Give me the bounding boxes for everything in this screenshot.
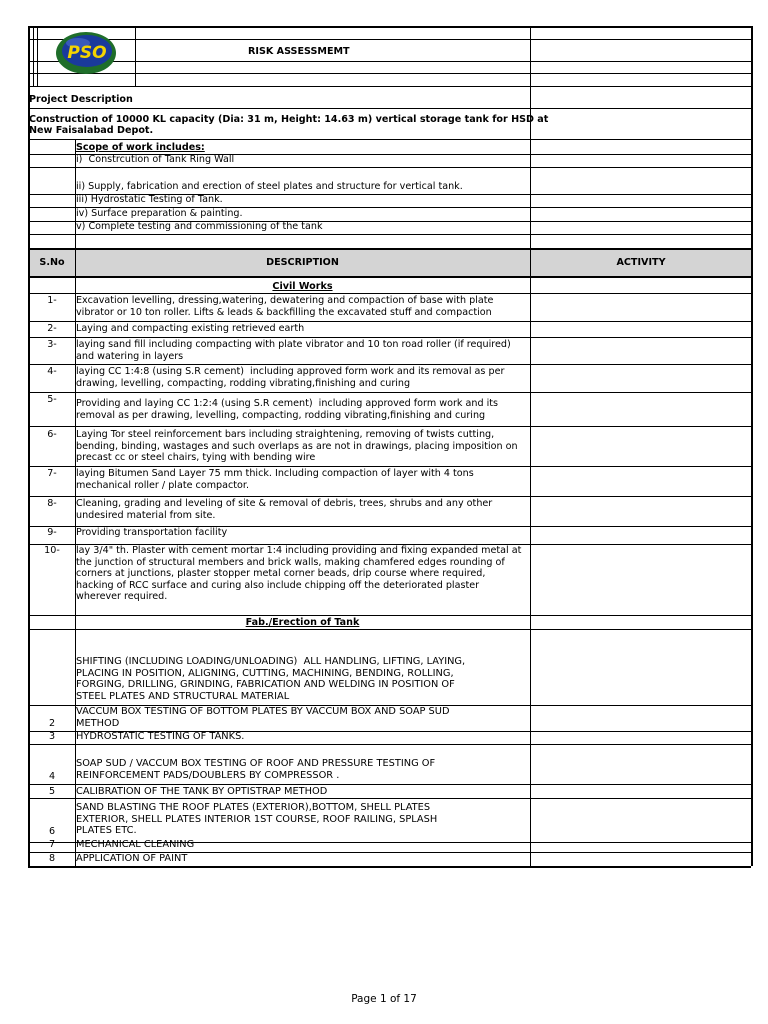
grid-line: [28, 26, 751, 28]
grid-line: [751, 26, 753, 866]
row-number: 8-: [47, 498, 57, 509]
grid-line: [28, 293, 751, 294]
grid-line: [28, 86, 751, 87]
row-number: 7: [48, 839, 56, 850]
row-number: 8: [48, 853, 56, 864]
pso-logo: [54, 29, 118, 79]
row-description-line: Providing transportation facility: [76, 527, 228, 538]
row-description-line: PLATES ETC.: [76, 825, 137, 837]
header-sno: S.No: [39, 257, 65, 268]
grid-line: [28, 248, 751, 250]
grid-line: [28, 321, 751, 322]
row-description-line: Laying and compacting existing retrieved earth: [76, 323, 305, 334]
row-description-line: hacking of RCC surface and curing also include chipping off the deteriorated plaster: [76, 579, 480, 591]
row-description-line: drawing, levelling, compacting, rodding vibrating,finishing and curing: [76, 377, 411, 389]
scope-item: iv) Surface preparation & painting.: [76, 208, 243, 219]
row-description-line: and watering in layers: [76, 350, 184, 362]
scope-item: iii) Hydrostatic Testing of Tank.: [76, 194, 223, 205]
row-number: 10-: [44, 545, 60, 556]
grid-line: [28, 167, 751, 168]
section-title: Fab./Erection of Tank: [245, 617, 360, 628]
grid-line: [37, 26, 38, 86]
row-description-line: laying Bitumen Sand Layer 75 mm thick. Including compaction of layer with 4 tons: [76, 468, 474, 479]
grid-line: [28, 392, 751, 393]
row-description-line: PLACING IN POSITION, ALIGNING, CUTTING, MACHINING, BENDING, ROLLING,: [76, 667, 454, 679]
header-activity: ACTIVITY: [616, 257, 666, 268]
project-description-line-1: Construction of 10000 KL capacity (Dia: 31 m, Height: 14.63 m) vertical storage tank for HSD at: [29, 114, 549, 125]
row-description-line: precast cc or steel chairs, tying with bending wire: [76, 452, 316, 464]
row-description-line: CALIBRATION OF THE TANK BY OPTISTRAP METHOD: [76, 786, 328, 797]
grid-line: [28, 615, 751, 616]
row-description-line: FORGING, DRILLING, GRINDING, FABRICATION AND WELDING IN POSITION OF: [76, 679, 455, 691]
grid-line: [530, 26, 531, 249]
row-number: 1-: [47, 295, 57, 306]
row-description-line: SOAP SUD / VACCUM BOX TESTING OF ROOF AND PRESSURE TESTING OF: [76, 758, 436, 769]
grid-line: [28, 108, 751, 109]
row-description-line: EXTERIOR, SHELL PLATES INTERIOR 1ST COURSE, ROOF RAILING, SPLASH: [76, 813, 438, 825]
page-title: RISK ASSESSMEMT: [248, 46, 350, 57]
grid-line: [28, 337, 751, 338]
row-description-line: Laying Tor steel reinforcement bars including straightening, removing of twists cutting,: [76, 429, 495, 440]
row-number: 7-: [47, 468, 57, 479]
row-description-line: lay 3/4" th. Plaster with cement mortar 1:4 including providing and fixing expanded metal at: [76, 545, 522, 556]
section-title: Civil Works: [272, 281, 333, 292]
header-description: DESCRIPTION: [266, 257, 339, 268]
row-number: 6-: [47, 429, 57, 440]
grid-line: [28, 798, 751, 799]
grid-line: [28, 426, 751, 427]
grid-line: [28, 276, 751, 278]
project-description-line-2: New Faisalabad Depot.: [29, 125, 154, 136]
row-description-line: APPLICATION OF PAINT: [76, 853, 188, 864]
row-number: 6: [48, 826, 56, 837]
scope-item: ii) Supply, fabrication and erection of steel plates and structure for vertical tank.: [76, 181, 463, 192]
row-number: 3: [48, 731, 56, 742]
grid-line: [28, 139, 751, 140]
row-description-line: STEEL PLATES AND STRUCTURAL MATERIAL: [76, 690, 290, 702]
svg-text:PSO: PSO: [67, 43, 107, 63]
scope-heading: Scope of work includes:: [76, 142, 205, 153]
row-description-line: METHOD: [76, 717, 120, 729]
grid-line: [28, 73, 751, 74]
grid-line: [28, 744, 751, 745]
row-number: 5-: [47, 394, 57, 405]
row-description-line: bending, binding, wastages and such overlaps as are not in drawings, placing imposition on: [76, 440, 518, 452]
grid-line: [28, 466, 751, 467]
row-description-line: Providing and laying CC 1:2:4 (using S.R cement) including approved form work and its: [76, 398, 499, 409]
row-description-line: Excavation levelling, dressing,watering, dewatering and compaction of base with plate: [76, 295, 494, 306]
row-description-line: removal as per drawing, levelling, compacting, rodding vibrating,finishing and curing: [76, 409, 486, 421]
row-number: 4: [48, 771, 56, 782]
grid-line: [28, 866, 751, 868]
row-number: 9-: [47, 527, 57, 538]
grid-line: [28, 234, 751, 235]
row-description-line: HYDROSTATIC TESTING OF TANKS.: [76, 731, 245, 742]
row-number: 2-: [47, 323, 57, 334]
scope-item: v) Complete testing and commissioning of the tank: [76, 221, 323, 232]
grid-line: [28, 364, 751, 365]
row-description-line: VACCUM BOX TESTING OF BOTTOM PLATES BY VACCUM BOX AND SOAP SUD: [76, 706, 450, 717]
grid-line: [33, 26, 34, 86]
row-description-line: vibrator or 10 ton roller. Lifts & leads & backfilling the excavated stuff and compaction: [76, 306, 492, 318]
row-number: 3-: [47, 339, 57, 350]
grid-line: [28, 629, 751, 630]
grid-line: [28, 61, 751, 62]
row-description-line: the junction of structural members and brick walls, making chamfered edges rounding of: [76, 556, 505, 568]
grid-line: [530, 249, 531, 866]
scope-item: i) Constrcution of Tank Ring Wall: [76, 154, 235, 165]
project-description-label: Project Description: [29, 94, 133, 105]
row-number: 4-: [47, 366, 57, 377]
row-description-line: laying CC 1:4:8 (using S.R cement) including approved form work and its removal as per: [76, 366, 505, 377]
grid-line: [135, 26, 136, 86]
row-description-line: Cleaning, grading and leveling of site & removal of debris, trees, shrubs and any other: [76, 498, 493, 509]
grid-line: [28, 39, 751, 40]
row-number: 2: [48, 718, 56, 729]
page-number: Page 1 of 17: [351, 993, 417, 1005]
row-description-line: SAND BLASTING THE ROOF PLATES (EXTERIOR),BOTTOM, SHELL PLATES: [76, 802, 431, 813]
grid-line: [28, 784, 751, 785]
row-description-line: mechanical roller / plate compactor.: [76, 479, 250, 491]
grid-line: [28, 496, 751, 497]
row-description-line: wherever required.: [76, 591, 168, 603]
row-description-line: undesired material from site.: [76, 509, 216, 521]
row-description-line: REINFORCEMENT PADS/DOUBLERS BY COMPRESSOR .: [76, 769, 340, 781]
row-number: 5: [48, 786, 56, 797]
row-description-line: corners at junctions, plaster stopper metal corner beads, drip course where required,: [76, 568, 486, 580]
row-description-line: laying sand fill including compacting with plate vibrator and 10 ton road roller (if required): [76, 339, 511, 350]
row-description-line: SHIFTING (INCLUDING LOADING/UNLOADING) ALL HANDLING, LIFTING, LAYING,: [76, 656, 466, 667]
row-description-line: MECHANICAL CLEANING: [76, 839, 195, 850]
